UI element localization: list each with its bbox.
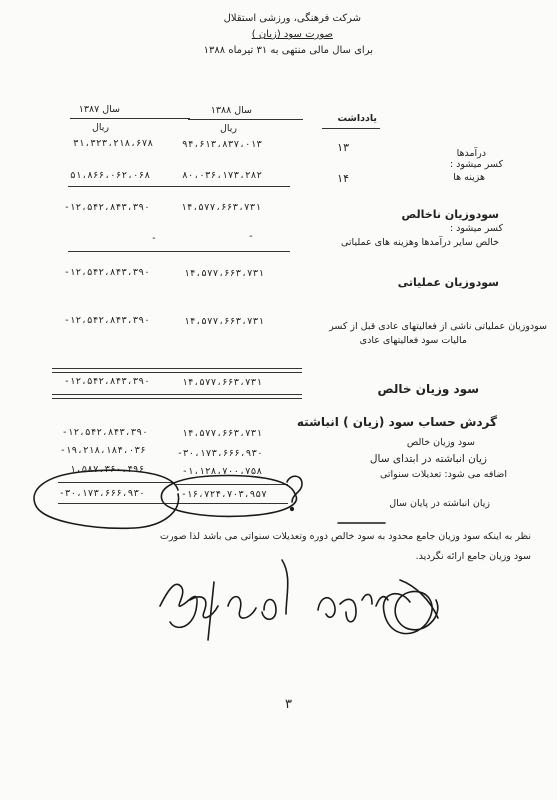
operating-prior: -۱۲،۵۴۲،۸۴۳،۳۹۰ — [64, 267, 150, 278]
expenses-note: ۱۴ — [337, 172, 349, 185]
prior-unit-header: ریال — [91, 122, 109, 133]
gross-prior: -۱۲،۵۴۲،۸۴۳،۳۹۰ — [64, 202, 150, 213]
revenue-prior: ۳۱،۳۲۳،۲۱۸،۶۷۸ — [73, 138, 154, 149]
net-label: سود وزیان خالص — [377, 382, 479, 396]
other-net-current: - — [248, 231, 254, 242]
net-loss-current: ۱۴،۵۷۷،۶۶۳،۷۳۱ — [182, 428, 263, 439]
revenue-current: ۹۴،۶۱۳،۸۳۷،۰۱۳ — [182, 139, 263, 150]
operating-label: سودوزیان عملیاتی — [397, 276, 499, 289]
gross-label: سودوزیان ناخالص — [401, 208, 499, 221]
footnote-line-1: نظر به اینکه سود وزیان جامع محدود به سود خالص دوره وتعدیلات سنواتی می باشد لذا صورت — [160, 531, 531, 542]
other-net-label: خالص سایر درآمدها وهزینه های عملیاتی — [341, 237, 499, 248]
adjust-prior: ۱،۵۸۷،۳۶۰،۴۹۶ — [70, 464, 145, 475]
closing-current-circle — [161, 476, 296, 517]
accumulated-title: گردش حساب سود (زیان ) انباشته — [296, 415, 497, 429]
closing-prior-circle — [34, 470, 179, 528]
deducted-label-2: کسر میشود : — [449, 223, 503, 234]
opening-label: زیان انباشته در ابتدای سال — [369, 453, 487, 465]
period-line: برای سال مالی منتهی به ۳۱ تیرماه ۱۳۸۸ — [203, 45, 373, 56]
expenses-current: ۸۰،۰۳۶،۱۷۳،۲۸۲ — [182, 170, 263, 181]
closing-label: زیان انباشته در پایان سال — [389, 498, 490, 509]
ordinary-before-tax-label: سودوزیان عملیاتی ناشی از فعالیتهای عادی قبل از کسر — [329, 321, 547, 332]
current-year-header: سال ۱۳۸۸ — [210, 105, 252, 116]
net-loss-prior: -۱۲،۵۴۲،۸۴۳،۳۹۰ — [62, 427, 148, 438]
opening-current: -۳۰،۱۷۳،۶۶۶،۹۳۰ — [177, 448, 263, 459]
closing-current: -۱۶،۷۲۴،۷۰۳،۹۵۷ — [181, 489, 267, 500]
ordinary-current: ۱۴،۵۷۷،۶۶۳،۷۳۱ — [184, 316, 265, 327]
question-dot — [291, 508, 294, 511]
adjust-current: -۱،۱۲۸،۷۰۰،۷۵۸ — [182, 466, 263, 477]
net-current: ۱۴،۵۷۷،۶۶۳،۷۳۱ — [182, 377, 263, 388]
opening-prior: -۱۹،۲۱۸،۱۸۴،۰۳۶ — [60, 445, 146, 456]
other-net-prior: - — [151, 233, 157, 244]
signature-4 — [383, 591, 437, 633]
gross-current: ۱۴،۵۷۷،۶۶۳،۷۳۱ — [181, 202, 262, 213]
signature-1 — [160, 582, 256, 640]
current-unit-header: ریال — [219, 123, 237, 134]
revenue-note: ۱۳ — [337, 141, 349, 154]
expenses-prior: ۵۱،۸۶۶،۰۶۲،۰۶۸ — [70, 170, 151, 181]
ordinary-prior: -۱۲،۵۴۲،۸۴۳،۳۹۰ — [64, 315, 150, 326]
net-prior: -۱۲،۵۴۲،۸۴۳،۳۹۰ — [64, 376, 150, 387]
page-number: ۳ — [285, 697, 292, 712]
prior-year-header: سال ۱۳۸۷ — [78, 104, 120, 115]
closing-prior: -۳۰،۱۷۳،۶۶۶،۹۳۰ — [59, 488, 145, 499]
operating-current: ۱۴،۵۷۷،۶۶۳،۷۳۱ — [184, 268, 265, 279]
company-name: شرکت فرهنگی، ورزشی استقلال — [223, 13, 361, 24]
signature-2 — [262, 560, 288, 619]
question-mark — [287, 476, 302, 502]
note-column-header: یادداشت — [337, 113, 377, 124]
ordinary-tax-label: مالیات سود فعالیتهای عادی — [359, 335, 467, 346]
statement-title: صورت سود (زیان ) — [251, 29, 333, 40]
net-loss-label: سود وزیان خالص — [406, 437, 475, 448]
revenue-label: درآمدها — [456, 148, 486, 159]
footnote-line-2: سود وزیان جامع ارائه نگردید. — [415, 551, 531, 562]
deducted-label: کسر میشود : — [449, 159, 503, 170]
expenses-label: هزینه ها — [453, 172, 485, 183]
adjust-label: اضافه می شود: تعدیلات سنواتی — [379, 469, 507, 480]
signature-3 — [318, 594, 388, 621]
